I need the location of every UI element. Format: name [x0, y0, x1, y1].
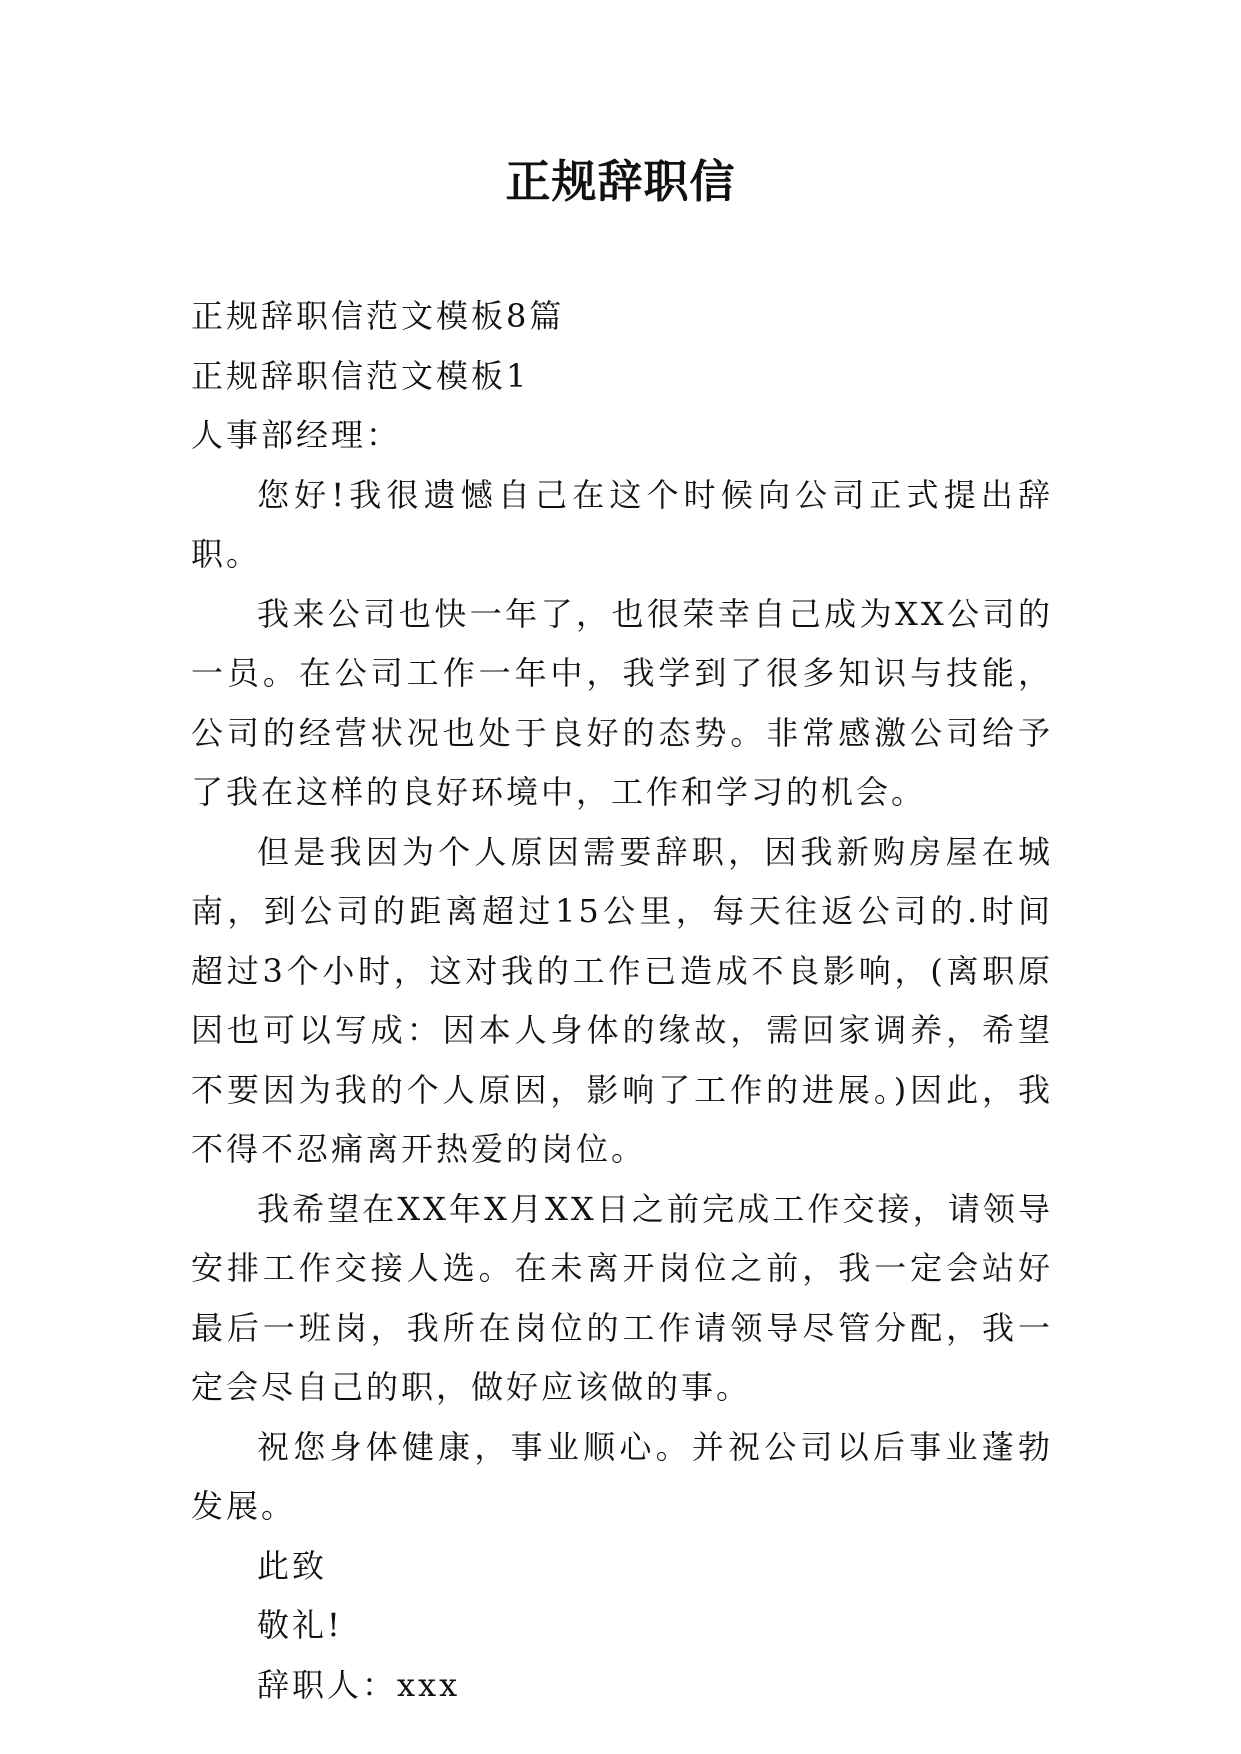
signature: 辞职人：xxx: [257, 1665, 461, 1704]
section-heading: 正规辞职信范文模板1: [191, 356, 530, 395]
paragraph-gratitude: 我来公司也快一年了，也很荣幸自己成为XX公司的一员。在公司工作一年中，我学到了很多知识与技能，公司的经营状况也处于良好的态势。非常感激公司给予了我在这样的良好环境中，工作和学习的机会。: [191, 594, 1053, 811]
document-body: [191, 287, 1053, 1715]
document-subtitle: 正规辞职信范文模板8篇: [191, 297, 565, 335]
closing-line-2: 敬礼!: [257, 1606, 343, 1644]
paragraph-reason: 但是我因为个人原因需要辞职，因我新购房屋在城南，到公司的距离超过15公里，每天往返公司的.时间超过3个小时，这对我的工作已造成不良影响，(离职原因也可以写成：因本人身体的缘故，需回家调养，希望不要因为我的个人原因，影响了工作的进展。)因此，我不得不忍痛离开热爱的岗位。: [191, 832, 1053, 1168]
salutation: 人事部经理：: [191, 416, 402, 454]
document-title: 正规辞职信: [505, 155, 736, 208]
paragraph-greeting: 您好!我很遗憾自己在这个时候向公司正式提出辞职。: [191, 475, 1053, 573]
paragraph-wishes: 祝您身体健康，事业顺心。并祝公司以后事业蓬勃发展。: [191, 1427, 1053, 1525]
paragraph-handover: 我希望在XX年X月XX日之前完成工作交接，请领导安排工作交接人选。在未离开岗位之前，我一定会站好最后一班岗，我所在岗位的工作请领导尽管分配，我一定会尽自己的职，做好应该做的事。: [191, 1189, 1053, 1406]
closing-line-1: 此致: [257, 1546, 328, 1585]
